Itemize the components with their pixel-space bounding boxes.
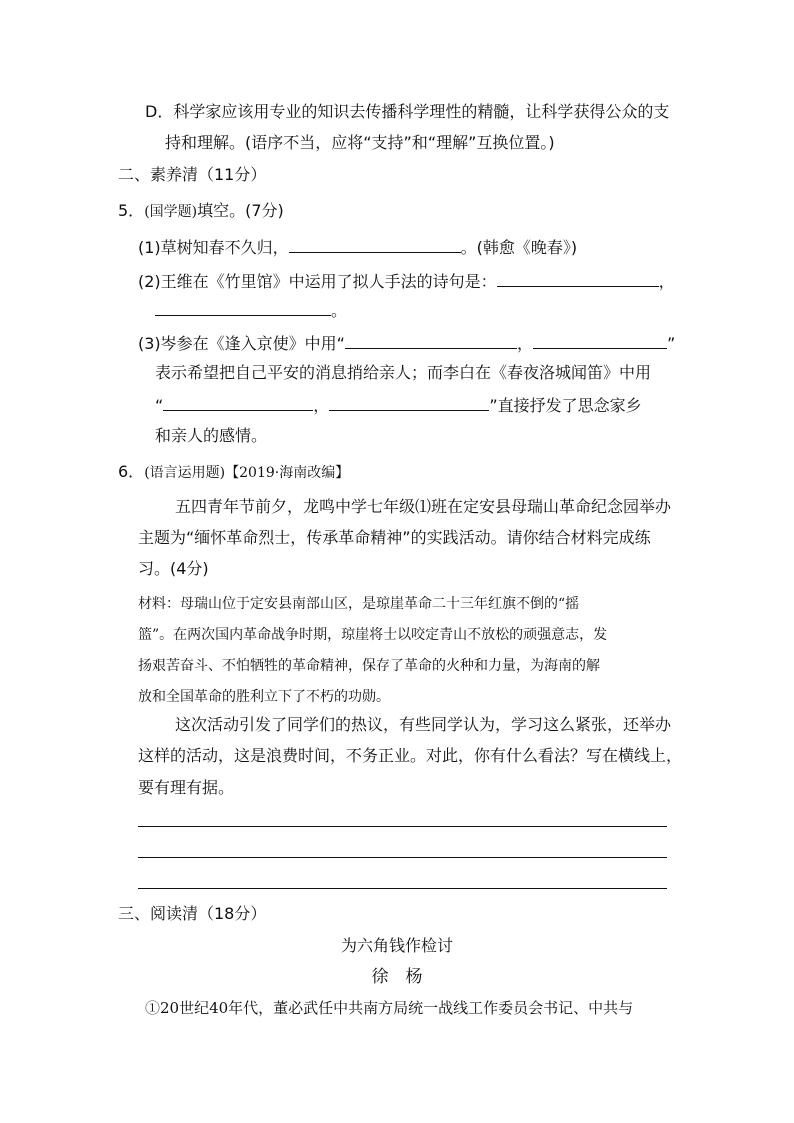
q5-item3-line1 <box>138 332 675 355</box>
q6-paragraph1-line2: 主题为“缅怀革命烈士，传承革命精神”的实践活动。请你结合材料完成练 <box>138 528 651 547</box>
q5-item2-line2 <box>155 299 347 322</box>
question-type-tag: (语言运用题) <box>144 465 226 481</box>
fill-blank[interactable] <box>163 394 313 411</box>
question-source: 【2019·海南改编】 <box>225 465 350 481</box>
fill-blank[interactable] <box>155 299 331 316</box>
answer-line[interactable] <box>138 826 667 827</box>
section-2-heading: 二、素养清（11分） <box>118 165 267 184</box>
question-number: 6． <box>118 462 145 481</box>
q5-item2-line1 <box>138 270 675 293</box>
punctuation: 。 <box>331 301 348 320</box>
article-title: 为六角钱作检讨 <box>340 936 453 955</box>
fill-blank[interactable] <box>533 332 667 349</box>
item-text: (2)王维在《竹里馆》中运用了拟人手法的诗句是： <box>138 272 497 291</box>
question-5-stem <box>118 200 284 223</box>
section-3-heading: 三、阅读清（18分） <box>118 904 267 923</box>
fill-blank[interactable] <box>289 236 461 253</box>
option-d-line1: D．科学家应该用专业的知识去传播科学理性的精髓，让科学获得公众的支 <box>145 102 670 121</box>
q6-paragraph2-line2: 这样的活动，这是浪费时间，不务正业。对此，你有什么看法？写在横线上， <box>138 746 683 765</box>
punctuation: ， <box>658 272 675 291</box>
q5-item3-line4: 和亲人的感情。 <box>155 426 268 445</box>
q5-item3-line3 <box>155 394 642 417</box>
option-d-line2: 持和理解。(语序不当，应将“支持”和“理解”互换位置。) <box>165 133 555 152</box>
item-text: (3)岑参在《逢入京使》中用“ <box>138 334 345 353</box>
fill-blank[interactable] <box>497 270 659 287</box>
q6-paragraph1-line1: 五四青年节前夕，龙鸣中学七年级⑴班在定安县母瑞山革命纪念园举办 <box>175 497 672 516</box>
question-type-tag: (国学题) <box>144 204 198 220</box>
question-number: 5． <box>118 201 145 220</box>
q5-item3-line2: 表示希望把自己平安的消息捎给亲人；而李白在《春夜洛城闻笛》中用 <box>155 363 652 382</box>
fill-blank[interactable] <box>329 394 489 411</box>
question-6-stem <box>118 461 349 484</box>
material-line4: 放和全国革命的胜利立下了不朽的功勋。 <box>138 689 390 705</box>
article-author: 徐 杨 <box>371 967 423 987</box>
answer-line[interactable] <box>138 857 667 858</box>
item-source: 。(韩愈《晚春》) <box>460 238 578 257</box>
punctuation: ， <box>313 396 330 415</box>
fill-blank[interactable] <box>345 332 517 349</box>
item-text: ”直接抒发了思念家乡 <box>489 396 642 415</box>
article-paragraph1-line1: ①20世纪40年代，董必武任中共南方局统一战线工作委员会书记、中共与 <box>145 999 634 1017</box>
punctuation: ” <box>666 334 676 353</box>
q5-item1 <box>138 236 577 259</box>
q6-paragraph1-line3: 习。(4分) <box>138 559 209 578</box>
q6-paragraph2-line3: 要有理有据。 <box>138 778 235 797</box>
punctuation: ， <box>516 334 533 353</box>
material-line3: 扬艰苦奋斗、不怕牺牲的革命精神，保存了革命的火种和力量，为海南的解 <box>138 658 600 674</box>
q6-paragraph2-line1: 这次活动引发了同学们的热议，有些同学认为，学习这么紧张，还举办 <box>175 715 672 734</box>
answer-line[interactable] <box>138 888 667 889</box>
material-line1: 材料：母瑞山位于定安县南部山区，是琼崖革命二十三年红旗不倒的“摇 <box>138 596 580 612</box>
item-text: (1)草树知春不久归， <box>138 238 289 257</box>
punctuation: “ <box>155 396 164 415</box>
question-prompt: 填空。(7分) <box>197 201 284 220</box>
material-line2: 篮”。在两次国内革命战争时期，琼崖将士以咬定青山不放松的顽强意志，发 <box>138 627 608 643</box>
